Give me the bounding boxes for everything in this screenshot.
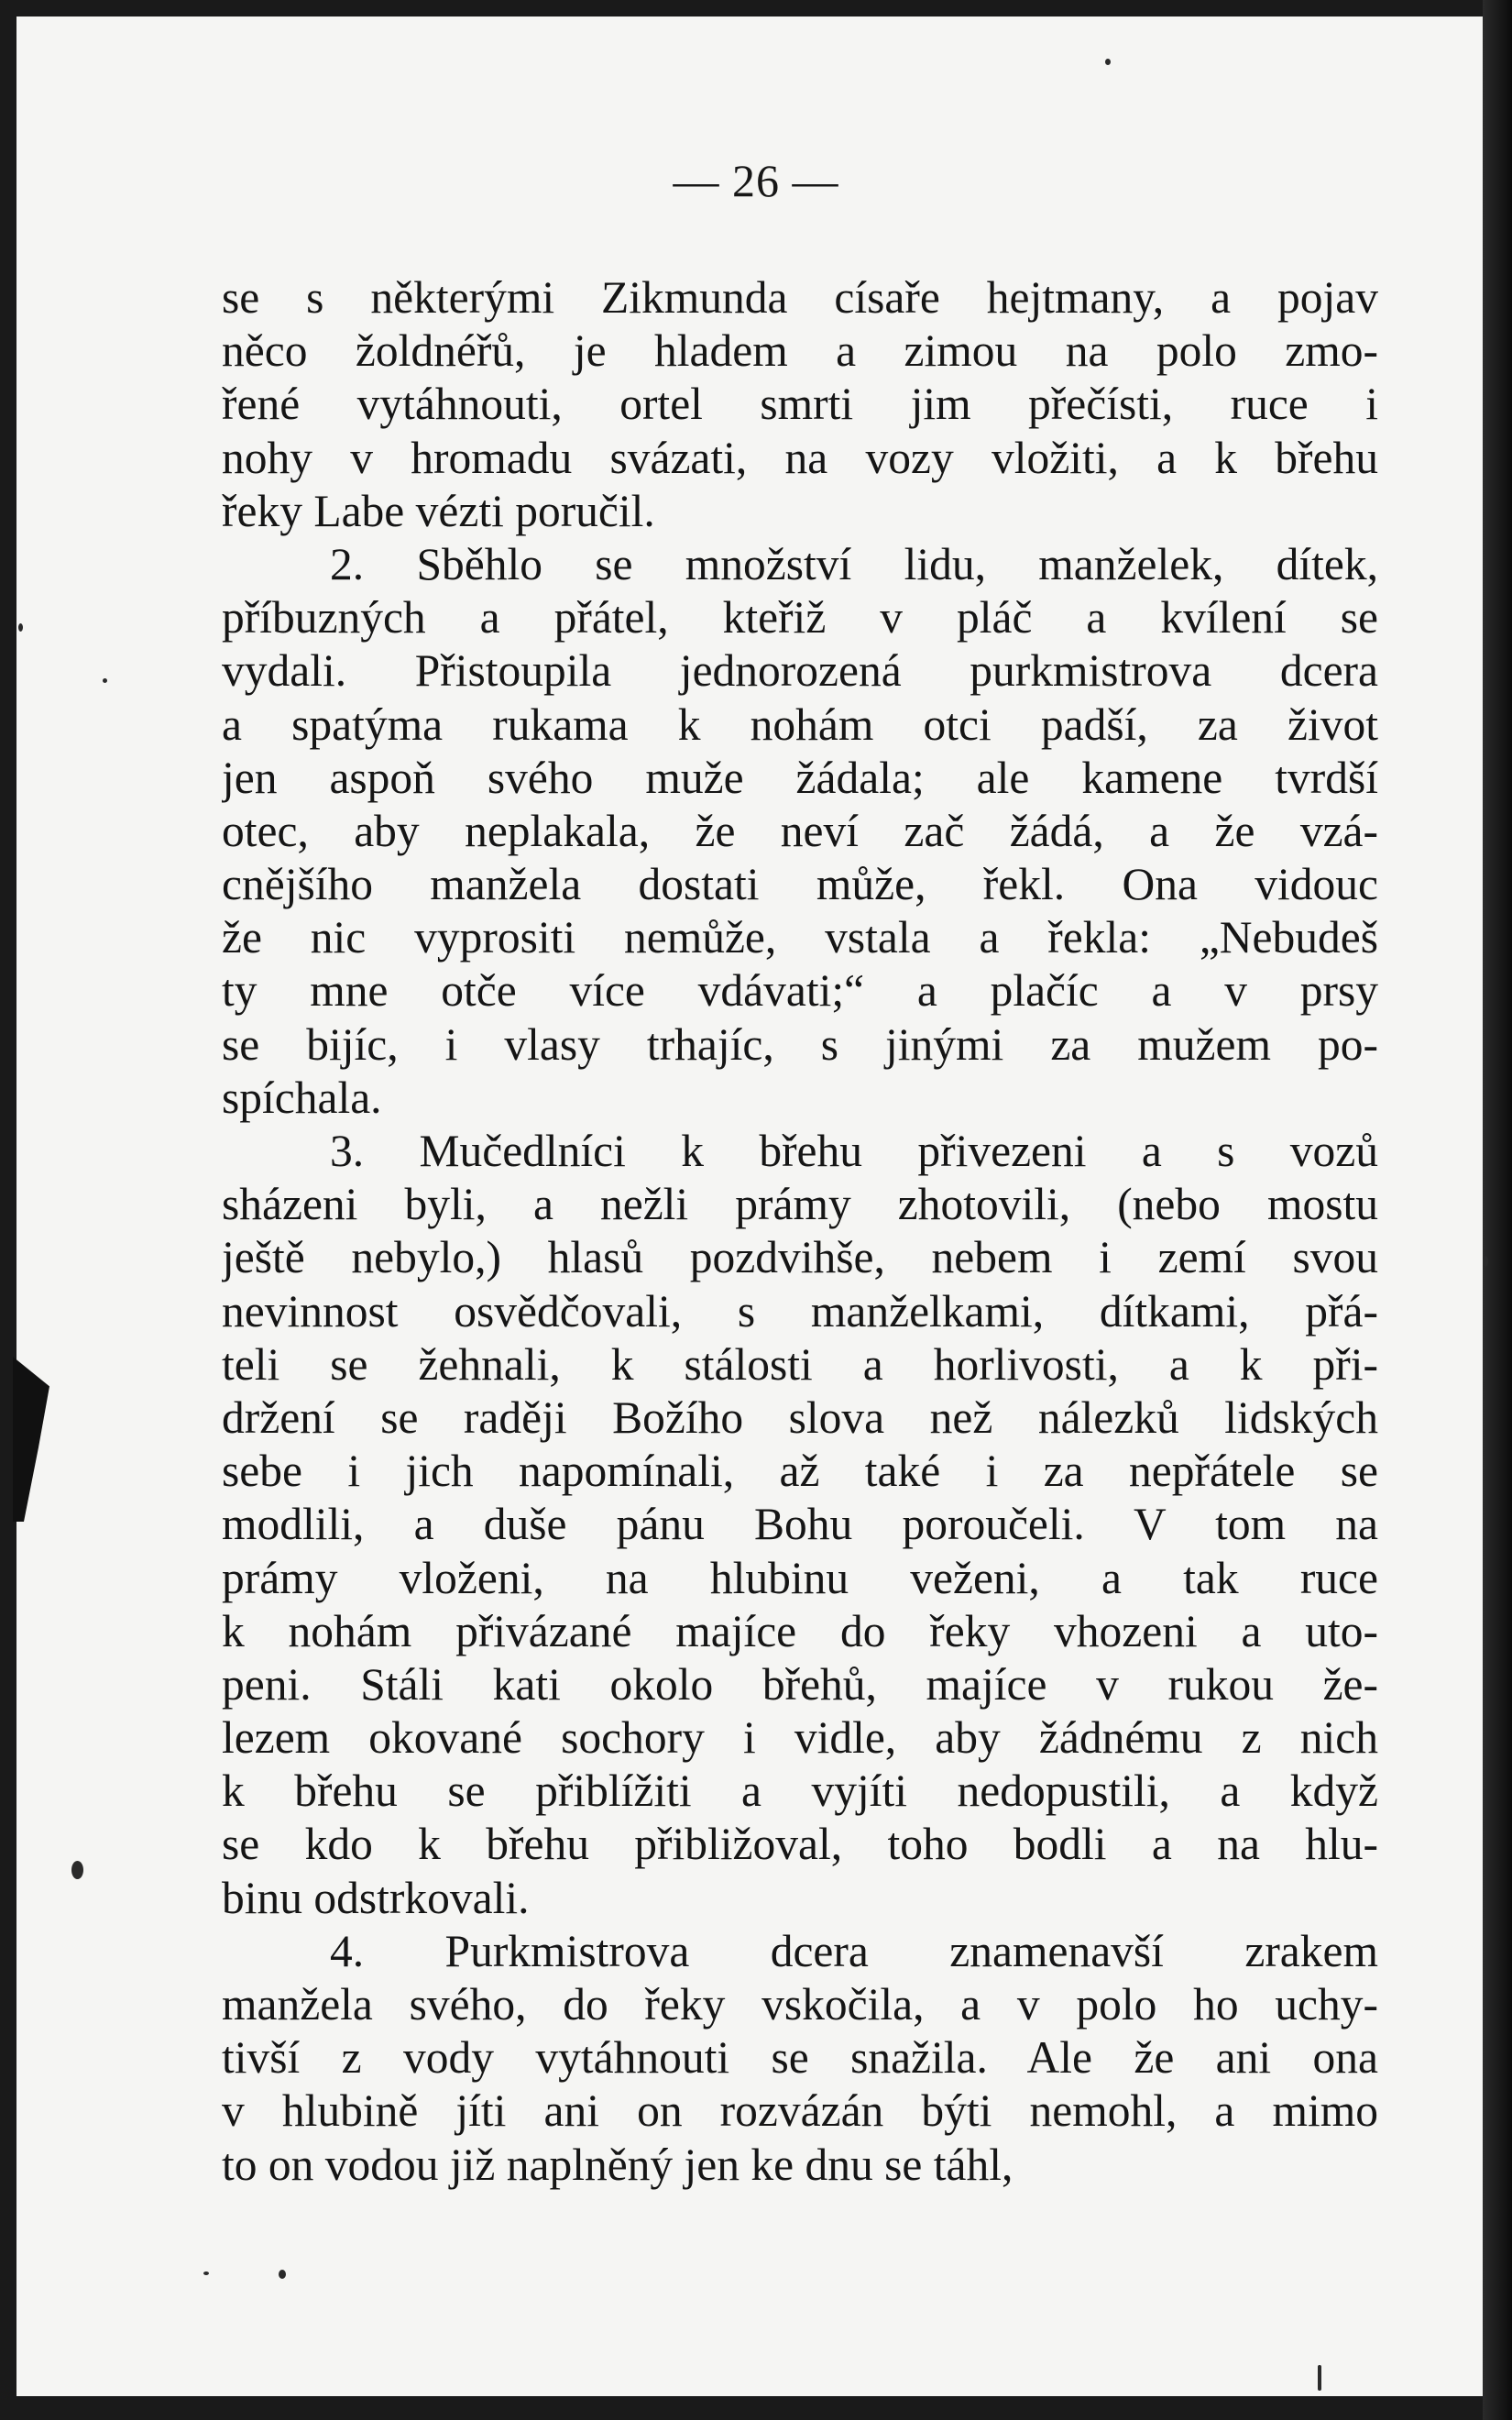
text-line: ty mne otče více vdávati;“ a plačíc a v prsy <box>222 965 1378 1017</box>
text-line: nohy v hromadu svázati, na vozy vložiti, a k břehu <box>222 432 1378 483</box>
paragraph <box>222 1925 1378 2192</box>
text-line: 3. Mučedlníci k břehu přivezeni a s vozů <box>330 1126 1378 1176</box>
text-line: sebe i jich napomínali, až také i za nepřátele se <box>222 1446 1378 1497</box>
text-line: prámy vloženi, na hlubinu veženi, a tak ruce <box>222 1552 1378 1603</box>
text-line: řeky Labe vézti poručil. <box>222 485 655 536</box>
speck <box>279 2270 286 2279</box>
paragraph <box>222 538 1378 1125</box>
text-line: se kdo k břehu přibližoval, toho bodli a na hlu- <box>222 1819 1378 1870</box>
text-line: cnějšího manžela dostati může, řekl. Ona vidouc <box>222 859 1378 910</box>
text-line: ještě nebylo,) hlasů pozdvihše, nebem i zemí svou <box>222 1232 1378 1283</box>
text-line: tivší z vody vytáhnouti se snažila. Ale že ani ona <box>222 2032 1378 2084</box>
text-line: jen aspoň svého muže žádala; ale kamene tvrdší <box>222 752 1378 803</box>
text-line: k břehu se přiblížiti a vyjíti nedopustili, a když <box>222 1766 1378 1817</box>
text-line: k nohám přivázané majíce do řeky vhozeni a uto- <box>222 1605 1378 1656</box>
text-line: 2. Sběhlo se množství lidu, manželek, dítek, <box>330 538 1378 589</box>
text-line: manžela svého, do řeky vskočila, a v polo ho uchy- <box>222 1979 1378 2030</box>
text-line: peni. Stáli kati okolo břehů, majíce v rukou že- <box>222 1658 1378 1710</box>
text-line: se bijíc, i vlasy trhajíc, s jinými za mužem po- <box>222 1018 1378 1070</box>
text-line: spíchala. <box>222 1072 382 1123</box>
text-line: modlili, a duše pánu Bohu poroučeli. V tom na <box>222 1499 1378 1550</box>
speck <box>1318 2365 1321 2391</box>
text-line: lezem okované sochory i vidle, aby žádnému z nich <box>222 1712 1378 1764</box>
text-line: se s některými Zikmunda císaře hejtmany, a pojav <box>222 272 1378 323</box>
speck <box>1483 1256 1488 1267</box>
speck <box>103 678 107 683</box>
text-line: 4. Purkmistrova dcera znamenavší zrakem <box>330 1925 1378 1976</box>
text-line: nevinnost osvědčovali, s manželkami, dítkami, přá- <box>222 1285 1378 1336</box>
body-text <box>222 271 1378 2192</box>
speck <box>18 623 23 632</box>
text-line: binu odstrkovali. <box>222 1872 530 1923</box>
text-line: něco žoldnéřů, je hladem a zimou na polo zmo- <box>222 325 1378 377</box>
text-line: držení se raději Božího slova než nálezků lidských <box>222 1392 1378 1443</box>
text-line: otec, aby neplakala, že neví zač žádá, a že vzá- <box>222 805 1378 856</box>
text-line: to on vodou již naplněný jen ke dnu se táhl, <box>222 2139 1013 2190</box>
page-number: — 26 — <box>673 155 839 206</box>
speck <box>1105 59 1111 65</box>
text-line: vydali. Přistoupila jednorozená purkmistrova dcera <box>222 645 1378 697</box>
text-line: že nic vyprositi nemůže, vstala a řekla: „Nebudeš <box>222 912 1378 963</box>
text-line: v hlubině jíti ani on rozvázán býti nemohl, a mimo <box>222 2085 1378 2137</box>
page-edge-shadow <box>1483 0 1512 2420</box>
speck <box>203 2272 209 2275</box>
text-line: příbuzných a přátel, kteřiž v pláč a kvílení se <box>222 592 1378 644</box>
text-line: teli se žehnali, k stálosti a horlivosti, a k při- <box>222 1338 1378 1390</box>
paragraph <box>222 271 1378 538</box>
text-line: sházeni byli, a nežli prámy zhotovili, (nebo mostu <box>222 1179 1378 1230</box>
text-line: a spatýma rukama k nohám otci padší, za život <box>222 698 1378 750</box>
text-line: řené vytáhnouti, ortel smrti jim přečísti, ruce i <box>222 379 1378 430</box>
speck <box>71 1861 83 1879</box>
paragraph <box>222 1125 1378 1925</box>
